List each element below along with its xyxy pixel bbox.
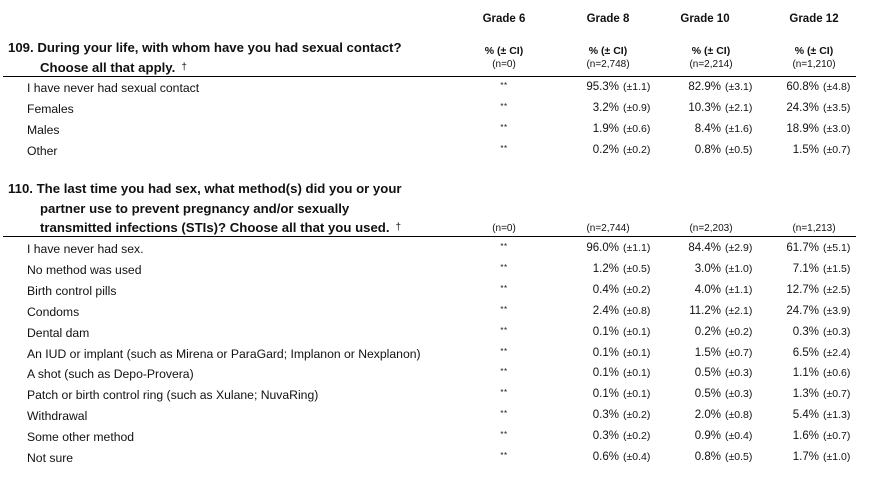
question-110-line-2: partner use to prevent pregnancy and/or sexually	[40, 200, 350, 216]
confidence-interval: (±0.1)	[623, 346, 651, 359]
n-count: (n=2,744)	[586, 223, 630, 234]
grade-6-suppressed: **	[500, 81, 508, 90]
grade-12-value	[765, 242, 867, 254]
percent-value: 0.1%	[592, 346, 619, 359]
q109-n-grade-8	[553, 45, 663, 71]
dagger-symbol: †	[181, 61, 187, 73]
grade-10-header: Grade 10	[680, 13, 730, 25]
grade-8-value	[565, 284, 667, 296]
percent-value: 3.2%	[592, 101, 619, 114]
percent-value: 7.1%	[792, 262, 819, 275]
row-label: Dental dam	[27, 325, 90, 340]
n-count: (n=2,748)	[586, 59, 630, 70]
grade-6-suppressed: **	[500, 346, 508, 356]
grade-12-value	[765, 263, 867, 275]
percent-value: 5.4%	[792, 409, 819, 422]
grade-12-value	[765, 326, 867, 338]
ci-header: % (± CI)	[691, 45, 731, 57]
grade-10-value	[667, 284, 769, 296]
table-row	[0, 78, 886, 99]
grade-6-suppressed: **	[500, 409, 508, 419]
row-label: A shot (such as Depo-Provera)	[27, 367, 194, 382]
grade-12-value	[765, 81, 867, 93]
table-row	[0, 141, 886, 162]
grade-10-value	[667, 81, 769, 93]
grade-6-suppressed: **	[500, 101, 508, 111]
percent-value: 1.7%	[792, 451, 819, 463]
grade-6-suppressed: **	[500, 304, 508, 314]
row-label: Birth control pills	[27, 283, 117, 298]
confidence-interval: (±2.1)	[725, 304, 753, 317]
confidence-interval: (±0.5)	[623, 262, 651, 275]
percent-value: 4.0%	[694, 283, 721, 296]
confidence-interval: (±1.1)	[623, 242, 651, 254]
grade-10-value	[667, 102, 769, 114]
grade-8-value	[565, 388, 667, 400]
row-label: No method was used	[27, 262, 142, 277]
grade-8-value	[565, 242, 667, 254]
grade-6-suppressed: **	[500, 388, 508, 398]
q110-n-grade-8	[553, 222, 663, 235]
percent-value: 0.1%	[592, 367, 619, 380]
percent-value: 0.9%	[694, 430, 721, 443]
grade-8-value	[565, 347, 667, 359]
table-row	[0, 99, 886, 120]
confidence-interval: (±0.7)	[823, 388, 851, 401]
n-count: (n=0)	[492, 59, 516, 70]
grade-10-value	[667, 326, 769, 338]
grade-12-value	[765, 123, 867, 135]
grade-6-suppressed: **	[500, 367, 508, 377]
grade-6-suppressed: **	[500, 325, 508, 335]
question-109-line-1: 109. During your life, with whom have you had sexual contact?	[8, 40, 402, 55]
percent-value: 11.2%	[689, 304, 721, 317]
confidence-interval: (±0.4)	[725, 430, 753, 443]
grade-10-value	[667, 409, 769, 421]
confidence-interval: (±0.3)	[823, 325, 851, 338]
percent-value: 10.3%	[688, 101, 721, 114]
table-row	[0, 427, 886, 448]
grade-12-value	[765, 409, 867, 421]
confidence-interval: (±2.1)	[725, 101, 753, 114]
confidence-interval: (±0.9)	[623, 101, 651, 114]
confidence-interval: (±1.1)	[725, 283, 753, 296]
grade-8-header: Grade 8	[586, 13, 630, 25]
grade-12-header: Grade 12	[789, 13, 839, 25]
q110-n-grade-12	[759, 222, 869, 235]
confidence-interval: (±2.9)	[725, 242, 753, 254]
grade-10-value	[667, 388, 769, 400]
percent-value: 0.3%	[592, 430, 619, 443]
dagger-symbol: †	[395, 222, 402, 233]
percent-value: 84.4%	[688, 242, 721, 254]
table-row	[0, 302, 886, 323]
grade-8-value	[565, 326, 667, 338]
q110-divider	[3, 236, 856, 237]
grade-6-suppressed: **	[500, 262, 508, 272]
row-label: I have never had sexual contact	[27, 81, 200, 95]
confidence-interval: (±5.1)	[823, 242, 851, 254]
confidence-interval: (±0.3)	[725, 367, 753, 380]
ci-header: % (± CI)	[484, 45, 524, 57]
grade-10-value	[667, 123, 769, 135]
grade-8-value	[565, 409, 667, 421]
percent-value: 0.8%	[694, 143, 721, 156]
q110-n-grade-10	[656, 222, 766, 235]
percent-value: 1.2%	[592, 262, 619, 275]
question-109-line-2-text: Choose all that apply.	[40, 59, 176, 75]
grade-8-value	[565, 144, 667, 156]
table-row	[0, 364, 886, 385]
confidence-interval: (±0.8)	[725, 409, 753, 422]
grade-10-value	[667, 144, 769, 156]
q109-n-grade-12	[759, 45, 869, 71]
question-110-line-3-text: transmitted infections (STIs)? Choose all that you used.	[40, 220, 390, 235]
grade-12-value	[765, 102, 867, 114]
percent-value: 24.7%	[786, 304, 819, 317]
confidence-interval: (±0.1)	[623, 367, 651, 380]
row-label: I have never had sex.	[27, 242, 144, 256]
table-row	[0, 239, 886, 260]
grade-12-value	[765, 347, 867, 359]
percent-value: 0.1%	[592, 388, 619, 401]
percent-value: 1.9%	[592, 122, 619, 135]
percent-value: 60.8%	[786, 81, 819, 93]
confidence-interval: (±0.6)	[823, 367, 851, 380]
grade-6-suppressed: **	[500, 451, 508, 460]
table-row	[0, 448, 886, 469]
ci-header: % (± CI)	[794, 45, 834, 57]
confidence-interval: (±1.1)	[623, 81, 651, 93]
confidence-interval: (±1.5)	[823, 262, 851, 275]
confidence-interval: (±0.2)	[725, 325, 753, 338]
confidence-interval: (±4.8)	[823, 81, 851, 93]
percent-value: 1.3%	[792, 388, 819, 401]
percent-value: 0.8%	[694, 451, 721, 463]
q109-divider	[3, 76, 856, 77]
row-label: Some other method	[27, 430, 135, 445]
confidence-interval: (±1.3)	[823, 409, 851, 422]
grade-10-value	[667, 263, 769, 275]
percent-value: 82.9%	[688, 81, 721, 93]
grade-10-value	[667, 242, 769, 254]
percent-value: 0.3%	[792, 325, 819, 338]
confidence-interval: (±0.7)	[725, 346, 753, 359]
grade-8-value	[565, 430, 667, 442]
n-count: (n=2,203)	[689, 223, 733, 234]
percent-value: 2.0%	[694, 409, 721, 422]
grade-6-suppressed: **	[500, 122, 508, 132]
grade-8-value	[565, 123, 667, 135]
confidence-interval: (±3.0)	[823, 122, 851, 135]
grade-12-value	[765, 430, 867, 442]
row-label: Condoms	[27, 304, 80, 319]
percent-value: 3.0%	[694, 262, 721, 275]
q109-n-grade-6	[449, 45, 559, 71]
grade-8-value	[565, 367, 667, 379]
grade-12-value	[765, 144, 867, 156]
table-row	[0, 406, 886, 427]
ci-header: % (± CI)	[588, 45, 628, 57]
table-row	[0, 260, 886, 281]
grade-8-value	[565, 451, 667, 463]
n-count: (n=1,210)	[792, 59, 836, 70]
confidence-interval: (±0.7)	[823, 143, 851, 156]
grade-6-suppressed: **	[500, 430, 508, 440]
percent-value: 24.3%	[786, 101, 819, 114]
confidence-interval: (±0.2)	[623, 283, 651, 296]
grade-10-value	[667, 367, 769, 379]
percent-value: 0.1%	[592, 325, 619, 338]
confidence-interval: (±1.0)	[725, 262, 753, 275]
percent-value: 96.0%	[586, 242, 619, 254]
question-109-title	[8, 38, 402, 79]
grade-12-value	[765, 367, 867, 379]
grade-10-value	[667, 430, 769, 442]
row-label: An IUD or implant (such as Mirena or ParaGard; Implanon or Nexplanon)	[27, 346, 421, 361]
table-row	[0, 385, 886, 406]
grade-12-value	[765, 388, 867, 400]
percent-value: 61.7%	[786, 242, 819, 254]
confidence-interval: (±2.5)	[823, 283, 851, 296]
row-label: Other	[27, 143, 58, 158]
confidence-interval: (±0.6)	[623, 122, 651, 135]
confidence-interval: (±0.5)	[725, 143, 753, 156]
percent-value: 0.5%	[694, 388, 721, 401]
confidence-interval: (±0.3)	[725, 388, 753, 401]
confidence-interval: (±0.1)	[623, 325, 651, 338]
table-row	[0, 344, 886, 365]
confidence-interval: (±1.0)	[823, 451, 851, 463]
q110-n-grade-6	[449, 222, 559, 235]
confidence-interval: (±0.7)	[823, 430, 851, 443]
grade-6-header: Grade 6	[482, 13, 526, 25]
row-label: Patch or birth control ring (such as Xulane; NuvaRing)	[27, 388, 319, 403]
percent-value: 0.2%	[592, 143, 619, 156]
confidence-interval: (±0.2)	[623, 143, 651, 156]
grade-6-suppressed: **	[500, 242, 508, 251]
row-label: Females	[27, 101, 74, 116]
grade-12-value	[765, 305, 867, 317]
row-label: Not sure	[27, 451, 74, 465]
row-label: Males	[27, 122, 60, 137]
grade-8-value	[565, 305, 667, 317]
question-110-title	[8, 179, 402, 240]
confidence-interval: (±0.8)	[623, 304, 651, 317]
confidence-interval: (±0.4)	[623, 451, 651, 463]
grade-6-suppressed: **	[500, 143, 508, 153]
percent-value: 0.3%	[592, 409, 619, 422]
row-label: Withdrawal	[27, 409, 88, 424]
grade-12-value	[765, 451, 867, 463]
percent-value: 12.7%	[786, 283, 819, 296]
percent-value: 8.4%	[694, 122, 721, 135]
table-row	[0, 323, 886, 344]
percent-value: 1.5%	[694, 346, 721, 359]
table-row	[0, 281, 886, 302]
confidence-interval: (±0.5)	[725, 451, 753, 463]
confidence-interval: (±0.2)	[623, 409, 651, 422]
grade-10-value	[667, 305, 769, 317]
grade-12-value	[765, 284, 867, 296]
table-row	[0, 120, 886, 141]
percent-value: 0.5%	[694, 367, 721, 380]
n-count: (n=0)	[492, 223, 516, 234]
confidence-interval: (±1.6)	[725, 122, 753, 135]
confidence-interval: (±3.9)	[823, 304, 851, 317]
percent-value: 0.4%	[592, 283, 619, 296]
confidence-interval: (±3.5)	[823, 101, 851, 114]
grade-6-suppressed: **	[500, 283, 508, 293]
percent-value: 1.5%	[792, 143, 819, 156]
percent-value: 18.9%	[786, 122, 819, 135]
percent-value: 0.2%	[694, 325, 721, 338]
grade-10-value	[667, 451, 769, 463]
n-count: (n=1,213)	[792, 223, 836, 234]
percent-value: 6.5%	[792, 346, 819, 359]
q109-n-grade-10	[656, 45, 766, 71]
confidence-interval: (±3.1)	[725, 81, 753, 93]
grade-8-value	[565, 263, 667, 275]
percent-value: 1.6%	[792, 430, 819, 443]
question-110-line-1: 110. The last time you had sex, what method(s) did you or your	[8, 181, 402, 196]
percent-value: 95.3%	[586, 81, 619, 93]
percent-value: 2.4%	[592, 304, 619, 317]
confidence-interval: (±0.2)	[623, 430, 651, 443]
percent-value: 0.6%	[592, 451, 619, 463]
grade-8-value	[565, 81, 667, 93]
grade-8-value	[565, 102, 667, 114]
confidence-interval: (±2.4)	[823, 346, 851, 359]
grade-10-value	[667, 347, 769, 359]
percent-value: 1.1%	[792, 367, 819, 380]
confidence-interval: (±0.1)	[623, 388, 651, 401]
n-count: (n=2,214)	[689, 59, 733, 70]
